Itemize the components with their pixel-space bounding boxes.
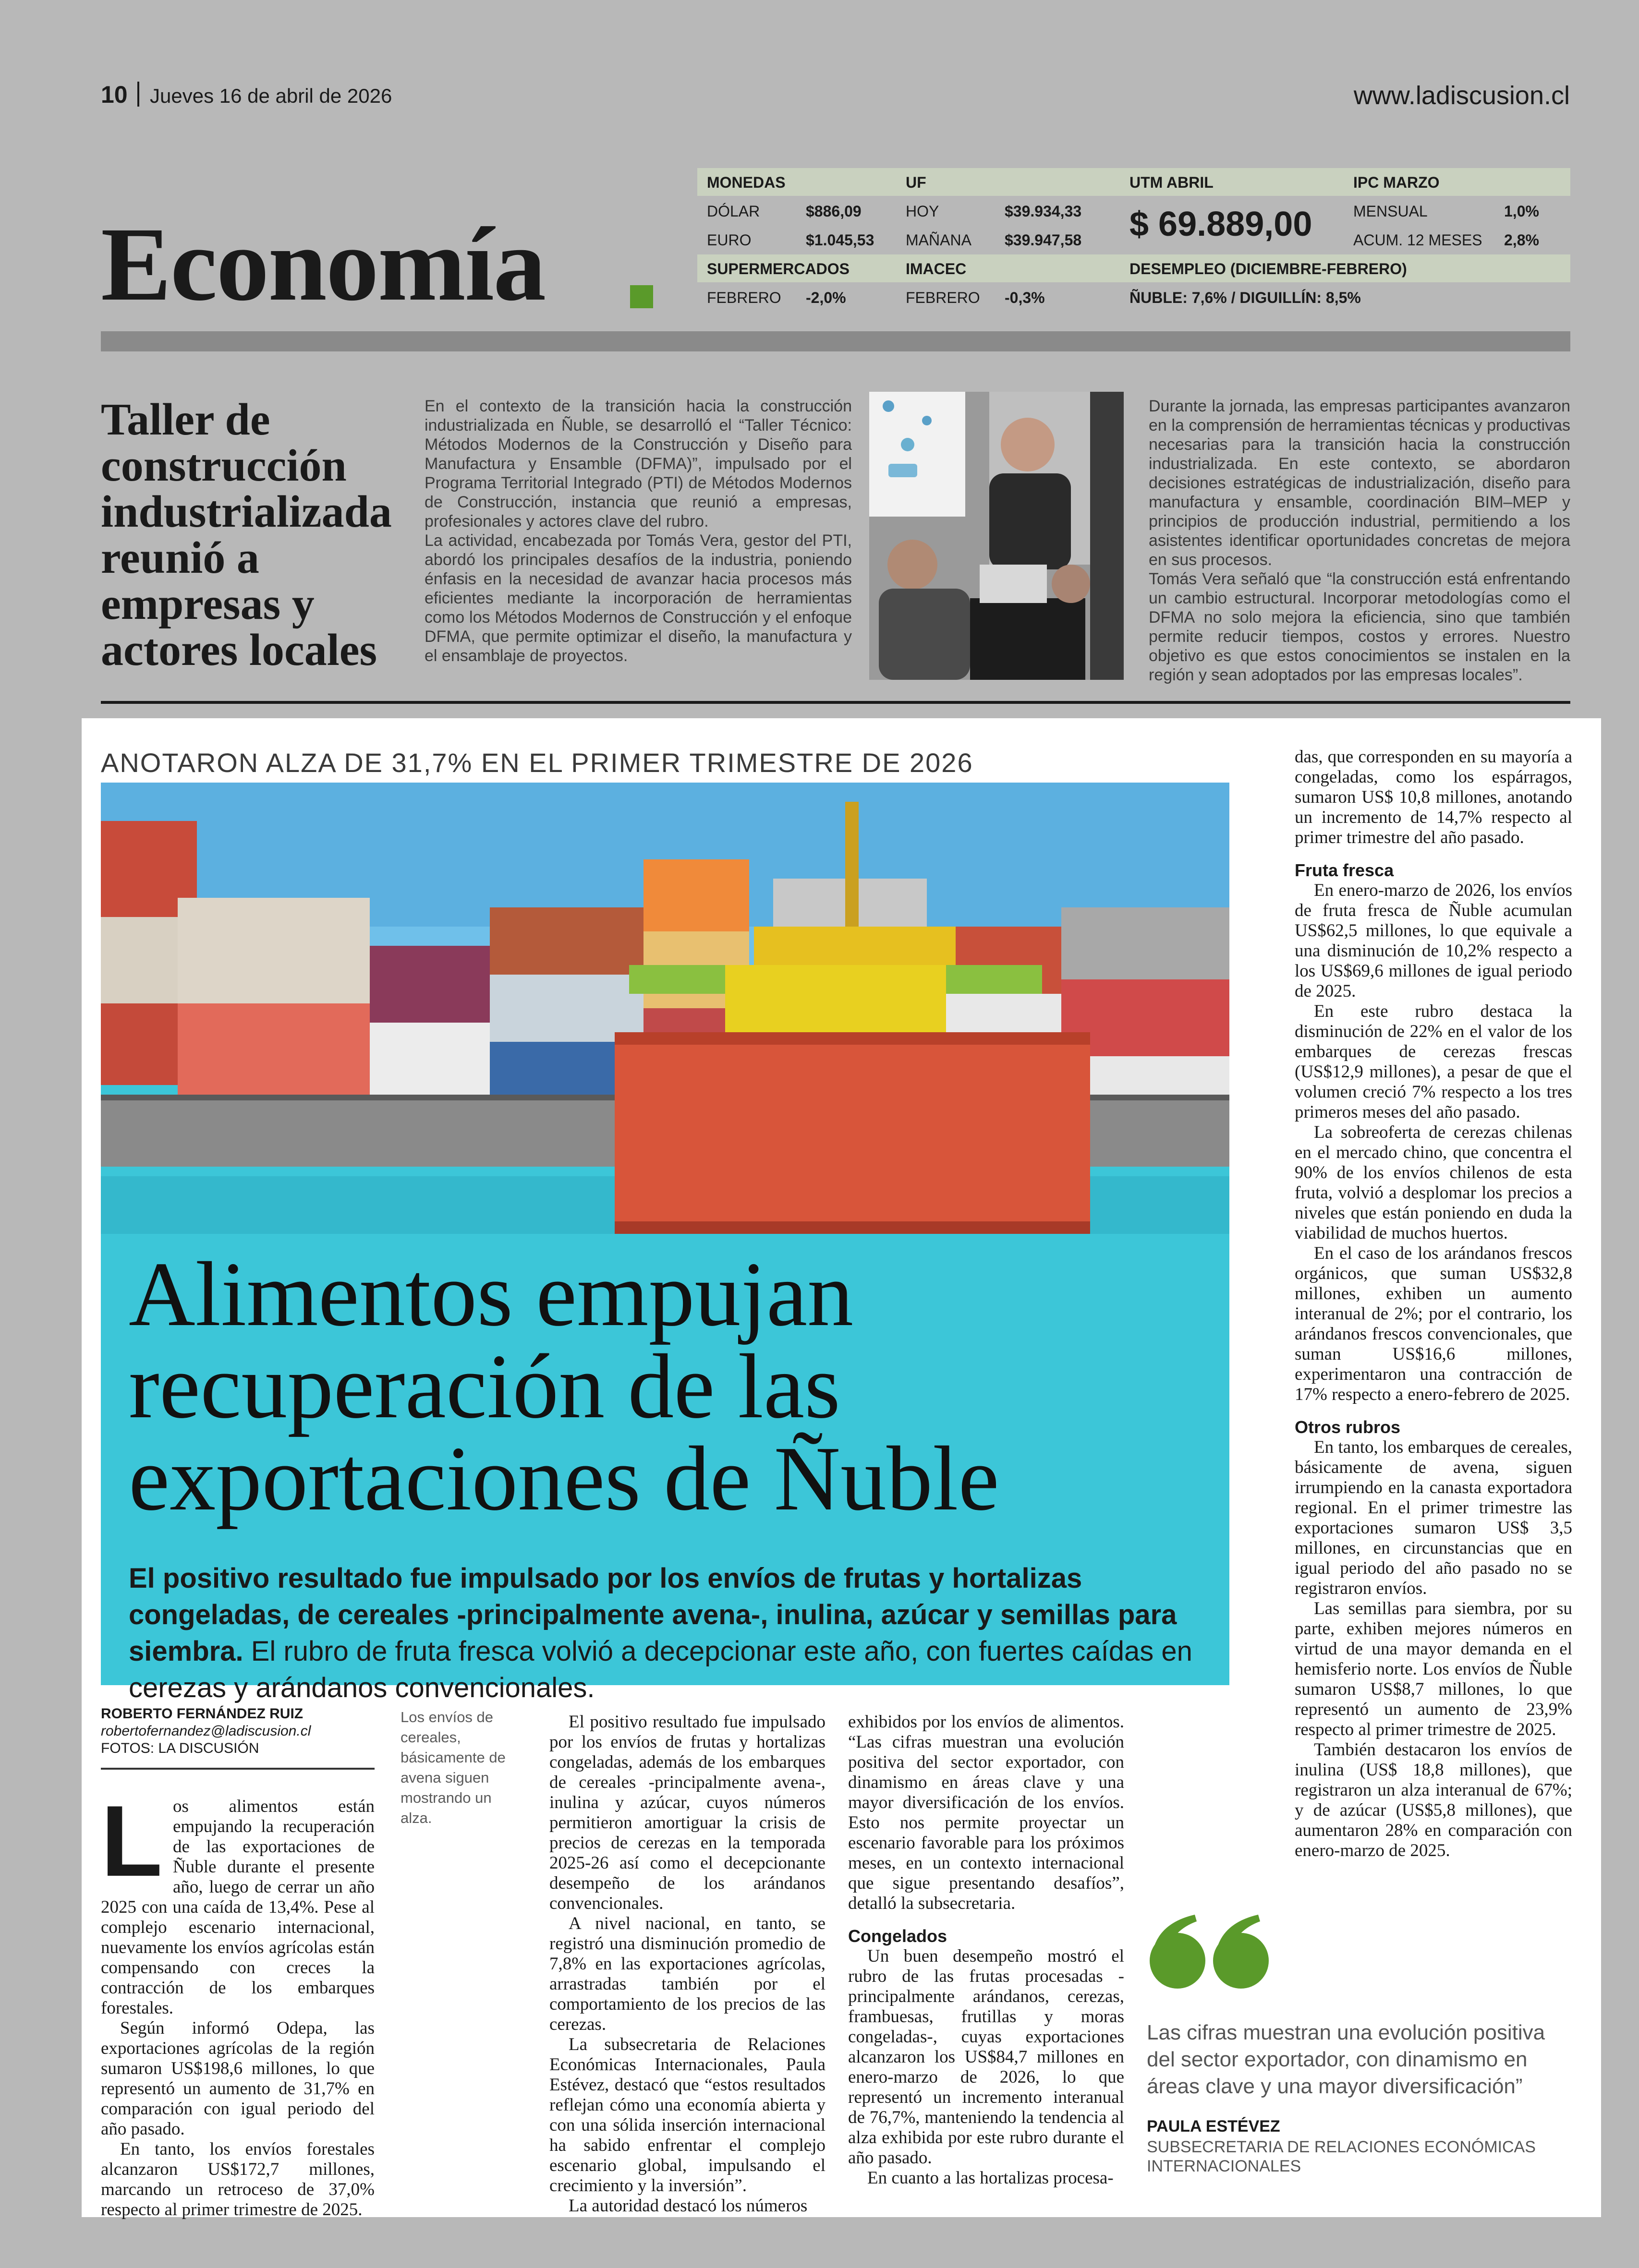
ipc-acum-value: 2,8% <box>1504 231 1539 249</box>
author-email[interactable]: robertofernandez@ladiscusion.cl <box>101 1723 311 1739</box>
ipc-mensual-label: MENSUAL <box>1353 203 1428 220</box>
ipc-acum-label: ACUM. 12 MESES <box>1353 231 1482 249</box>
photo-caption: Los envíos de cereales, básicamente de avena siguen mostrando un alza. <box>401 1709 506 1826</box>
imacec-feb-label: FEBRERO <box>906 289 980 306</box>
section-title: Economía <box>101 205 546 323</box>
ipc-label: IPC MARZO <box>1353 174 1440 191</box>
uf-manana-label: MAÑANA <box>906 231 971 249</box>
section-rule <box>101 331 1570 351</box>
website-link[interactable]: www.ladiscusion.cl <box>1353 81 1570 110</box>
desempleo-label: DESEMPLEO (DICIEMBRE-FEBRERO) <box>1129 260 1407 277</box>
euro-value: $1.045,53 <box>806 231 874 249</box>
col4-subheading-otros-rubros: Otros rubros <box>1295 1417 1401 1437</box>
col3-paragraph-3: En cuanto a las hortalizas procesa- <box>867 2168 1114 2188</box>
article-column-2 <box>549 1712 826 2216</box>
col1-paragraph-2: Según informó Odepa, las exportaciones agrícolas de la región sumaron US$198,6 millones, lo que representó un aumento de 31,7% en comparación con igual periodo del año pasado. <box>101 2018 375 2139</box>
col1-paragraph-1 <box>101 1785 375 2018</box>
hero-photo-illustration <box>101 783 1229 1685</box>
taller-photo <box>869 392 1124 680</box>
uf-hoy-label: HOY <box>906 203 939 220</box>
col1-paragraph-1-text: os alimentos están empujando la recuperación de las exportaciones de Ñuble durante el presente año, luego de cerrar un año 2025 con una caída de 13,4%. Pese al complejo escenario internacional, nuevamente los envíos agrícolas están compensando con creces la contracción de los embarques forestales. <box>101 1797 375 2018</box>
ipc-mensual-value: 1,0% <box>1504 203 1539 220</box>
col2-paragraph-1: El positivo resultado fue impulsado por los envíos de frutas y hortalizas congeladas, además de los embarques de cereales -principalmente avena-, inulina y azúcar, cuyos números permitieron amortiguar la crisis de precios de cerezas en la temporada 2025-26 así como el decepcionante desempeño de los arándanos convencionales. <box>549 1712 826 1913</box>
quote-mark-graphic <box>1147 1911 1276 1992</box>
pull-quote-author: PAULA ESTÉVEZ <box>1147 2117 1280 2135</box>
header-divider <box>137 82 139 107</box>
article-column-1 <box>101 1785 375 2220</box>
col4-paragraph-2: En enero-marzo de 2026, los envíos de fruta fresca de Ñuble acumulan US$62,5 millones, lo que equivale a una disminución de 10,2% respecto a los US$69,6 millones de igual periodo de 2025. <box>1295 881 1572 1001</box>
col3-subheading-congelados: Congelados <box>848 1926 947 1946</box>
col4-paragraph-5: En el caso de los arándanos frescos orgánicos, que suman US$32,8 millones, exhiben un aumento interanual de 2%; por el contrario, los arándanos frescos convencionales, que suman US$16,6 millones, experimentaron una contracción de 17% respecto a enero-febrero de 2025. <box>1295 1243 1572 1404</box>
euro-label: EURO <box>707 231 752 249</box>
deck-rest: El rubro de fruta fresca volvió a decepcionar este año, con fuertes caídas en cerezas y arándanos convencionales. <box>129 1636 1192 1703</box>
dolar-label: DÓLAR <box>707 203 760 220</box>
taller-col1-paragraph-1: En el contexto de la transición hacia la construcción industrializada en Ñuble, se desarrolló el “Taller Técnico: Métodos Modernos de la Construcción y Diseño para Manufactura y Ensamble (DFMA)”, impulsado por el Programa Territorial Integrado (PTI) de Métodos Modernos de Construcción, instancia que reunió a empresas, profesionales y actores clave del rubro. <box>425 397 852 531</box>
col1-paragraph-3: En tanto, los envíos forestales alcanzaron US$172,7 millones, marcando un retroceso de 37,0% respecto al primer trimestre de 2025. <box>101 2139 375 2220</box>
uf-hoy-value: $39.934,33 <box>1005 203 1082 220</box>
article-column-4 <box>1295 747 1572 1861</box>
byline-rule <box>101 1768 375 1770</box>
col4-paragraph-4: La sobreoferta de cerezas chilenas en el mercado chino, que concentra el 90% de los envíos chilenos de esta fruta, volvió a desplomar los precios a niveles que están poniendo en duda la viabilidad de muchos huertos. <box>1295 1122 1572 1243</box>
col3-paragraph-2: Un buen desempeño mostró el rubro de las frutas procesadas -principalmente arándanos, cerezas, frambuesas, frutillas y moras congeladas-, cuyas exportaciones alcanzaron los US$84,7 millones en enero-marzo de 2026, lo que representó un incremento interanual de 76,7%, manteniendo la tendencia al alza exhibida por este rubro durante el año pasado. <box>848 1946 1124 2168</box>
col4-paragraph-3: En este rubro destaca la disminución de 22% en el valor de los embarques de cerezas frescas (US$12,9 millones), a pesar de que el volumen creció 7% respecto a los tres primeros meses del año pasado. <box>1295 1001 1572 1122</box>
utm-label: UTM ABRIL <box>1129 174 1214 191</box>
col4-paragraph-7: Las semillas para siembra, por su parte, exhiben mejores números en virtud de una mayor demanda en el hemisferio norte. Los envíos de Ñuble sumaron US$8,7 millones, lo que representó un aumento de 23,9% respecto al primer trimestre de 2025. <box>1295 1599 1572 1739</box>
headline-line-3: exportaciones de Ñuble <box>129 1427 999 1530</box>
monedas-label: MONEDAS <box>707 174 786 191</box>
article-headline <box>129 1243 1224 1530</box>
article-deck <box>129 1560 1233 1706</box>
taller-headline: Taller de construcción industrializada reunió a empresas y actores locales <box>101 395 392 675</box>
section-dot <box>630 285 653 308</box>
supermercados-feb-label: FEBRERO <box>707 289 781 306</box>
col2-paragraph-3: La subsecretaria de Relaciones Económicas Internacionales, Paula Estévez, destacó que “estos resultados reflejan cómo una economía abierta y con una sólida inserción internacional ha sabido enfrentar el complejo escenario global, impulsando el crecimiento y la inversión”. <box>549 2035 826 2196</box>
taller-col1-paragraph-2: La actividad, encabezada por Tomás Vera, gestor del PTI, abordó los principales desafíos de la industria, poniendo énfasis en la necesidad de avanzar hacia procesos más eficientes mediante la incorporación de herramientas como los Métodos Modernos de Construcción y el enfoque DFMA, que permite optimizar el diseño, la manufactura y el ensamblaje de proyectos. <box>425 531 852 665</box>
dolar-value: $886,09 <box>806 203 862 220</box>
taller-col2-paragraph-2: Tomás Vera señaló que “la construcción está enfrentando un cambio estructural. Incorporar metodologías como el DFMA no solo mejora la eficiencia, sino que también permite reducir tiempos, costos y errores. Nuestro objetivo es que estos conocimientos se instalen en la región y sean adoptados por las empresas locales”. <box>1149 570 1570 684</box>
byline <box>101 1705 375 1757</box>
photo-credit: FOTOS: LA DISCUSIÓN <box>101 1740 259 1756</box>
drop-cap: L <box>101 1785 163 1897</box>
article-column-3 <box>848 1712 1124 2188</box>
quote-mark-icon <box>1147 1911 1276 1995</box>
supermercados-feb-value: -2,0% <box>806 289 846 306</box>
headline-line-2: recuperación de las <box>129 1335 840 1437</box>
article-kicker: ANOTARON ALZA DE 31,7% EN EL PRIMER TRIMESTRE DE 2026 <box>101 748 973 778</box>
imacec-label: IMACEC <box>906 260 967 277</box>
col2-paragraph-2: A nivel nacional, en tanto, se registró una disminución promedio de 7,8% en las exportaciones agrícolas, arrastradas también por el comportamiento de los precios de las cerezas. <box>549 1914 826 2034</box>
col4-paragraph-8: También destacaron los envíos de inulina (US$ 18,8 millones), que registraron un alza interanual de 67%; y de azúcar (US$5,8 millones), que aumentaron 28% en comparación con enero-marzo de 2025. <box>1295 1740 1572 1860</box>
drop-cap-space <box>101 1797 173 1878</box>
taller-photo-illustration <box>869 392 1124 680</box>
hero-photo <box>101 783 1229 1685</box>
taller-col2-paragraph-1: Durante la jornada, las empresas participantes avanzaron en la comprensión de herramientas técnicas y productivas necesarias para la transición hacia la construcción industrializada. En este contexto, se abordaron decisiones estratégicas de industrialización, diseño para manufactura y ensamble, coordinación BIM–MEP y principios de producción industrial, permitiendo a los asistentes identificar oportunidades concretas de mejora en sus procesos. <box>1149 397 1570 569</box>
col4-paragraph-6: En tanto, los embarques de cereales, básicamente de avena, siguen irrumpiendo en la canasta exportadora regional. En el primer trimestre las exportaciones sumaron US$ 3,5 millones, en circunstancias que en igual periodo del año pasado no se registraron envíos. <box>1295 1437 1572 1598</box>
headline-line-1: Alimentos empujan <box>129 1243 854 1345</box>
desempleo-value: ÑUBLE: 7,6% / DIGUILLÍN: 8,5% <box>1129 289 1361 306</box>
indicators-table <box>697 168 1570 312</box>
page-number: 10 <box>101 81 128 108</box>
uf-label: UF <box>906 174 926 191</box>
taller-column-2 <box>1149 397 1570 685</box>
deck-bold: El positivo resultado fue impulsado por los envíos de frutas y hortalizas congeladas, de cereales -principalmente avena-, inulina, azúcar y semillas para siembra. <box>129 1563 1177 1667</box>
pull-quote-role: SUBSECRETARIA DE RELACIONES ECONÓMICAS INTERNACIONALES <box>1147 2138 1536 2175</box>
utm-value: $ 69.889,00 <box>1129 205 1312 243</box>
page-date: Jueves 16 de abril de 2026 <box>150 84 392 107</box>
supermercados-label: SUPERMERCADOS <box>707 260 850 277</box>
pull-quote-text: Las cifras muestran una evolución positiva del sector exportador, con dinamismo en áreas clave y una mayor diversificación” <box>1147 2021 1545 2098</box>
author-name: ROBERTO FERNÁNDEZ RUIZ <box>101 1706 304 1722</box>
taller-column-1 <box>425 397 852 665</box>
col2-paragraph-4: La autoridad destacó los números <box>569 2196 808 2216</box>
col3-paragraph-1: exhibidos por los envíos de alimentos. “Las cifras muestran una evolución positiva del sector exportador, con dinamismo en áreas clave y una mayor diversificación de los envíos. Esto nos permite proyectar un escenario favorable para los próximos meses, en un contexto internacional que sigue presentando desafíos”, detalló la subsecretaria. <box>848 1712 1124 1913</box>
story-divider <box>101 701 1570 704</box>
col4-subheading-fruta-fresca: Fruta fresca <box>1295 860 1394 880</box>
col4-paragraph-1: das, que corresponden en su mayoría a congeladas, como los espárragos, sumaron US$ 10,8 millones, anotando un incremento de 14,7% respecto al primer trimestre del año pasado. <box>1295 747 1572 847</box>
imacec-feb-value: -0,3% <box>1005 289 1045 306</box>
uf-manana-value: $39.947,58 <box>1005 231 1082 249</box>
